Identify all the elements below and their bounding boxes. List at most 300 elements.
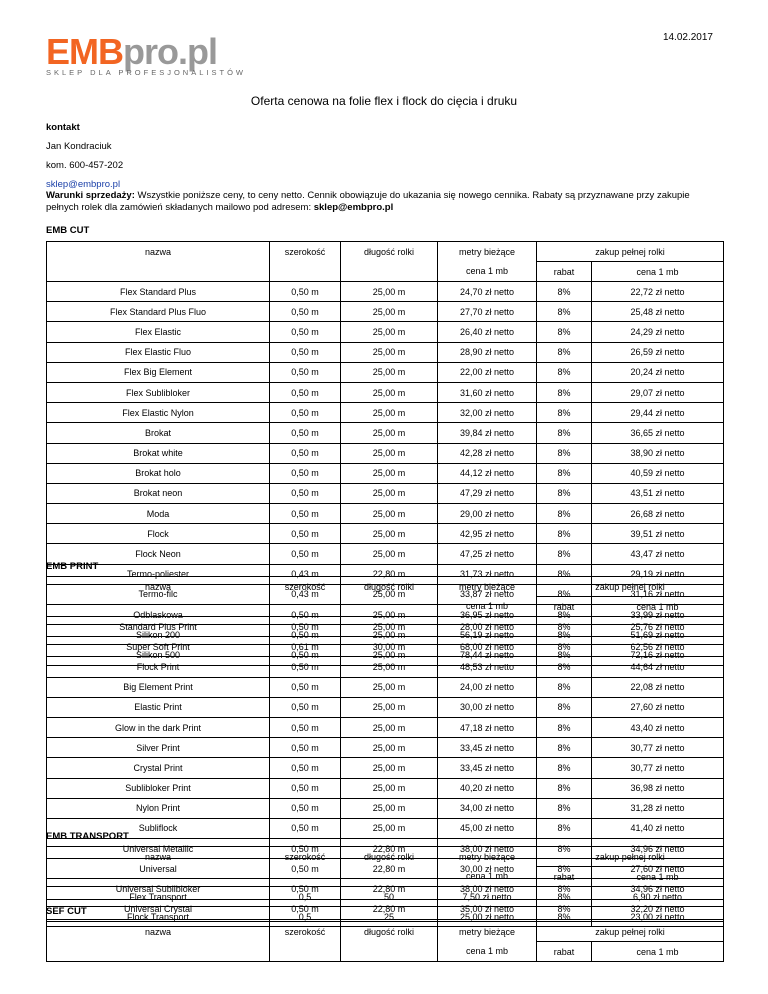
cell-discount: 8%	[537, 907, 592, 927]
header-nazwa: nazwa	[47, 922, 270, 942]
cell-price: 47,29 zł netto	[438, 483, 537, 503]
header-nazwa: nazwa	[47, 577, 270, 597]
cell-name: Silikon 200	[47, 625, 270, 645]
cell-price: 39,84 zł netto	[438, 423, 537, 443]
table-row	[47, 342, 724, 362]
subheader-empty	[47, 942, 270, 962]
cell-length: 25	[341, 907, 438, 927]
subheader-cena: cena 1 mb	[438, 597, 537, 617]
cell-length: 25,00 m	[341, 302, 438, 322]
cell-roll-price: 20,24 zł netto	[592, 362, 724, 382]
cell-price: 33,45 zł netto	[438, 738, 537, 758]
subheader-row	[47, 262, 724, 282]
cell-length: 25,00 m	[341, 584, 438, 604]
cell-roll-price: 51,69 zł netto	[592, 625, 724, 645]
cell-price: 28,90 zł netto	[438, 342, 537, 362]
header-zakup: zakup pełnej rolki	[537, 922, 724, 942]
cell-length: 22,80 m	[341, 839, 438, 859]
header-szerokosc: szerokość	[270, 847, 341, 867]
subheader-cena-roll: cena 1 mb	[592, 597, 724, 617]
cell-roll-price: 62,56 zł netto	[592, 637, 724, 657]
subheader-empty	[270, 942, 341, 962]
cell-name: Flex Big Element	[47, 362, 270, 382]
cell-length: 25,00 m	[341, 403, 438, 423]
cell-discount: 8%	[537, 697, 592, 717]
subheader-cena: cena 1 mb	[438, 867, 537, 887]
cell-width: 0,50 m	[270, 859, 341, 879]
cell-length: 25,00 m	[341, 617, 438, 637]
table-row	[47, 443, 724, 463]
header-szerokosc: szerokość	[270, 242, 341, 262]
cell-length: 25,00 m	[341, 738, 438, 758]
cell-length: 22,80 m	[341, 879, 438, 899]
cell-roll-price: 25,48 zł netto	[592, 302, 724, 322]
header-metry: metry bieżące	[438, 577, 537, 597]
cell-length: 25,00 m	[341, 282, 438, 302]
cell-price: 40,20 zł netto	[438, 778, 537, 798]
header-nazwa: nazwa	[47, 242, 270, 262]
cell-roll-price: 34,96 zł netto	[592, 839, 724, 859]
header-szerokosc: szerokość	[270, 577, 341, 597]
table-row	[47, 657, 724, 677]
cell-price: 47,25 zł netto	[438, 544, 537, 564]
cell-price: 7,50 zł netto	[438, 887, 537, 907]
cell-roll-price: 25,76 zł netto	[592, 617, 724, 637]
table-row	[47, 677, 724, 697]
cell-discount: 8%	[537, 645, 592, 665]
cell-discount: 8%	[537, 443, 592, 463]
terms-label: Warunki sprzedaży:	[46, 190, 135, 201]
cell-width: 0,50 m	[270, 677, 341, 697]
header-metry: metry bieżące	[438, 847, 537, 867]
cell-roll-price: 29,07 zł netto	[592, 382, 724, 402]
cell-length: 25,00 m	[341, 504, 438, 524]
cell-discount: 8%	[537, 544, 592, 564]
cell-price: 33,87 zł netto	[438, 584, 537, 604]
cell-discount: 8%	[537, 818, 592, 838]
cell-width: 0,50 m	[270, 382, 341, 402]
header-zakup: zakup pełnej rolki	[537, 242, 724, 262]
subheader-rabat: rabat	[537, 262, 592, 282]
cell-length: 22,80 m	[341, 564, 438, 584]
cell-name: Flock	[47, 524, 270, 544]
cell-name: Universal Crystal	[47, 899, 270, 919]
cell-discount: 8%	[537, 859, 592, 879]
cell-name: Flex Transport	[47, 887, 270, 907]
subheader-cena: cena 1 mb	[438, 942, 537, 962]
cell-length: 25,00 m	[341, 483, 438, 503]
contact-heading: kontakt	[46, 122, 80, 133]
header-dlugosc: długość rolki	[341, 242, 438, 262]
cell-length: 25,00 m	[341, 382, 438, 402]
cell-length: 25,00 m	[341, 697, 438, 717]
cell-width: 0,50 m	[270, 617, 341, 637]
cell-discount: 8%	[537, 362, 592, 382]
cell-price: 42,95 zł netto	[438, 524, 537, 544]
cell-length: 25,00 m	[341, 657, 438, 677]
cell-price: 56,19 zł netto	[438, 625, 537, 645]
cell-width: 0,5	[270, 907, 341, 927]
cell-length: 25,00 m	[341, 798, 438, 818]
cell-width: 0,50 m	[270, 625, 341, 645]
cell-length: 25,00 m	[341, 423, 438, 443]
cell-discount: 8%	[537, 899, 592, 919]
cell-name: Flex Standard Plus	[47, 282, 270, 302]
subheader-rabat: rabat	[537, 867, 592, 887]
cell-length: 25,00 m	[341, 362, 438, 382]
cell-roll-price: 44,64 zł netto	[592, 657, 724, 677]
cell-discount: 8%	[537, 625, 592, 645]
cell-name: Big Element Print	[47, 677, 270, 697]
cell-length: 22,80 m	[341, 859, 438, 879]
header-dlugosc: długość rolki	[341, 922, 438, 942]
cell-discount: 8%	[537, 564, 592, 584]
table-row	[47, 738, 724, 758]
cell-name: Odblaskowa	[47, 605, 270, 625]
cell-roll-price: 31,28 zł netto	[592, 798, 724, 818]
cell-name: Flex Elastic Fluo	[47, 342, 270, 362]
cell-price: 31,73 zł netto	[438, 564, 537, 584]
cell-price: 47,18 zł netto	[438, 717, 537, 737]
cell-roll-price: 72,16 zł netto	[592, 645, 724, 665]
cell-price: 31,60 zł netto	[438, 382, 537, 402]
header-row	[47, 847, 724, 867]
cell-price: 38,00 zł netto	[438, 839, 537, 859]
cell-width: 0,50 m	[270, 657, 341, 677]
cell-roll-price: 26,68 zł netto	[592, 504, 724, 524]
cell-width: 0,50 m	[270, 818, 341, 838]
cell-width: 0,5	[270, 887, 341, 907]
subheader-empty	[341, 867, 438, 887]
cell-roll-price: 34,96 zł netto	[592, 879, 724, 899]
cell-discount: 8%	[537, 382, 592, 402]
cell-name: Subliflock	[47, 818, 270, 838]
cell-price: 38,00 zł netto	[438, 879, 537, 899]
header-metry: metry bieżące	[438, 242, 537, 262]
cell-length: 25,00 m	[341, 778, 438, 798]
subheader-empty	[341, 597, 438, 617]
cell-width: 0,50 m	[270, 282, 341, 302]
subheader-cena-roll: cena 1 mb	[592, 942, 724, 962]
cell-discount: 8%	[537, 403, 592, 423]
cell-length: 25,00 m	[341, 625, 438, 645]
subheader-empty	[270, 597, 341, 617]
table-row	[47, 617, 724, 637]
cell-length: 25,00 m	[341, 544, 438, 564]
cell-width: 0,50 m	[270, 738, 341, 758]
cell-width: 0,50 m	[270, 758, 341, 778]
cell-price: 24,70 zł netto	[438, 282, 537, 302]
table-row	[47, 524, 724, 544]
subheader-empty	[341, 942, 438, 962]
header-row	[47, 577, 724, 597]
cell-roll-price: 36,65 zł netto	[592, 423, 724, 443]
cell-discount: 8%	[537, 423, 592, 443]
price-table	[46, 921, 724, 962]
cell-width: 0,50 m	[270, 463, 341, 483]
cell-price: 68,00 zł netto	[438, 637, 537, 657]
cell-discount: 8%	[537, 637, 592, 657]
table-row	[47, 483, 724, 503]
cell-discount: 8%	[537, 657, 592, 677]
cell-discount: 8%	[537, 302, 592, 322]
page-title: Oferta cenowa na folie flex i flock do cięcia i druku	[250, 94, 518, 108]
cell-discount: 8%	[537, 463, 592, 483]
cell-roll-price: 31,16 zł netto	[592, 584, 724, 604]
table-row	[47, 504, 724, 524]
cell-name: Standard Plus Print	[47, 617, 270, 637]
cell-price: 48,53 zł netto	[438, 657, 537, 677]
cell-name: Universal Metallic	[47, 839, 270, 859]
cell-name: Elastic Print	[47, 697, 270, 717]
cell-length: 25,00 m	[341, 463, 438, 483]
subheader-row	[47, 597, 724, 617]
cell-price: 78,44 zł netto	[438, 645, 537, 665]
subheader-row	[47, 942, 724, 962]
cell-length: 50	[341, 887, 438, 907]
cell-length: 25,00 m	[341, 645, 438, 665]
cell-roll-price: 29,44 zł netto	[592, 403, 724, 423]
cell-name: Silver Print	[47, 738, 270, 758]
cell-width: 0,50 m	[270, 839, 341, 859]
logo-emb: EMB	[46, 31, 123, 72]
header-row	[47, 242, 724, 262]
table-row	[47, 717, 724, 737]
cell-name: Universal Sublibloker	[47, 879, 270, 899]
cell-discount: 8%	[537, 342, 592, 362]
cell-roll-price: 38,90 zł netto	[592, 443, 724, 463]
table-row	[47, 818, 724, 838]
cell-name: Flock Print	[47, 657, 270, 677]
cell-roll-price: 39,51 zł netto	[592, 524, 724, 544]
cell-price: 36,95 zł netto	[438, 605, 537, 625]
cell-name: Nylon Print	[47, 798, 270, 818]
subheader-empty	[270, 262, 341, 282]
subheader-empty	[47, 867, 270, 887]
cell-roll-price: 23,00 zł netto	[592, 907, 724, 927]
subheader-rabat: rabat	[537, 942, 592, 962]
cell-length: 22,80 m	[341, 899, 438, 919]
cell-discount: 8%	[537, 584, 592, 604]
section-title: EMB CUT	[46, 225, 90, 236]
cell-name: Sublibloker Print	[47, 778, 270, 798]
cell-name: Crystal Print	[47, 758, 270, 778]
cell-width: 0,50 m	[270, 605, 341, 625]
header-dlugosc: długość rolki	[341, 847, 438, 867]
cell-name: Flock Neon	[47, 544, 270, 564]
cell-discount: 8%	[537, 839, 592, 859]
cell-discount: 8%	[537, 524, 592, 544]
cell-roll-price: 32,20 zł netto	[592, 899, 724, 919]
table-row	[47, 463, 724, 483]
cell-price: 22,00 zł netto	[438, 362, 537, 382]
cell-discount: 8%	[537, 483, 592, 503]
cell-width: 0,50 m	[270, 322, 341, 342]
cell-name: Flex Elastic	[47, 322, 270, 342]
cell-width: 0,43 m	[270, 584, 341, 604]
cell-length: 25,00 m	[341, 818, 438, 838]
cell-name: Flex Elastic Nylon	[47, 403, 270, 423]
table-row	[47, 637, 724, 657]
cell-length: 25,00 m	[341, 605, 438, 625]
contact-phone: kom. 600-457-202	[46, 160, 124, 171]
table-row	[47, 697, 724, 717]
cell-discount: 8%	[537, 322, 592, 342]
subheader-rabat: rabat	[537, 597, 592, 617]
header-metry: metry bieżące	[438, 922, 537, 942]
logo-pro: pro.pl	[123, 31, 217, 72]
cell-length: 25,00 m	[341, 677, 438, 697]
cell-name: Moda	[47, 504, 270, 524]
header-nazwa: nazwa	[47, 847, 270, 867]
cell-price: 24,00 zł netto	[438, 677, 537, 697]
cell-name: Brokat white	[47, 443, 270, 463]
cell-width: 0,50 m	[270, 524, 341, 544]
table-row	[47, 544, 724, 564]
header-zakup: zakup pełnej rolki	[537, 847, 724, 867]
cell-width: 0,50 m	[270, 403, 341, 423]
header-dlugosc: długość rolki	[341, 577, 438, 597]
subheader-cena-roll: cena 1 mb	[592, 262, 724, 282]
table-row	[47, 282, 724, 302]
cell-price: 42,28 zł netto	[438, 443, 537, 463]
cell-width: 0,50 m	[270, 483, 341, 503]
cell-length: 25,00 m	[341, 342, 438, 362]
header-row	[47, 922, 724, 942]
cell-length: 25,00 m	[341, 717, 438, 737]
cell-name: Glow in the dark Print	[47, 717, 270, 737]
cell-name: Super Soft Print	[47, 637, 270, 657]
cell-roll-price: 29,19 zł netto	[592, 564, 724, 584]
cell-roll-price: 30,77 zł netto	[592, 758, 724, 778]
table-row	[47, 302, 724, 322]
cell-length: 30,00 m	[341, 637, 438, 657]
cell-roll-price: 22,08 zł netto	[592, 677, 724, 697]
cell-roll-price: 43,51 zł netto	[592, 483, 724, 503]
cell-name: Silikon 500	[47, 645, 270, 665]
cell-width: 0,50 m	[270, 302, 341, 322]
table-row	[47, 362, 724, 382]
subheader-row	[47, 867, 724, 887]
cell-name: Termo-poliester	[47, 564, 270, 584]
cell-price: 27,70 zł netto	[438, 302, 537, 322]
cell-width: 0,61 m	[270, 637, 341, 657]
cell-discount: 8%	[537, 617, 592, 637]
cell-width: 0,50 m	[270, 504, 341, 524]
contact-name: Jan Kondraciuk	[46, 141, 112, 152]
cell-discount: 8%	[537, 282, 592, 302]
cell-length: 25,00 m	[341, 524, 438, 544]
cell-price: 25,00 zł netto	[438, 907, 537, 927]
cell-name: Termo-filc	[47, 584, 270, 604]
table-row	[47, 778, 724, 798]
cell-price: 34,00 zł netto	[438, 798, 537, 818]
cell-price: 44,12 zł netto	[438, 463, 537, 483]
table-row	[47, 887, 724, 907]
logo-tagline: SKLEP DLA PROFESJONALISTÓW	[46, 68, 246, 77]
header-zakup: zakup pełnej rolki	[537, 577, 724, 597]
cell-width: 0,50 m	[270, 342, 341, 362]
table-row	[47, 322, 724, 342]
table-row	[47, 382, 724, 402]
cell-roll-price: 43,40 zł netto	[592, 717, 724, 737]
cell-price: 29,00 zł netto	[438, 504, 537, 524]
cell-roll-price: 30,77 zł netto	[592, 738, 724, 758]
cell-roll-price: 33,99 zł netto	[592, 605, 724, 625]
price-table	[46, 846, 724, 927]
cell-discount: 8%	[537, 605, 592, 625]
cell-name: Universal	[47, 859, 270, 879]
cell-width: 0,50 m	[270, 798, 341, 818]
cell-price: 33,45 zł netto	[438, 758, 537, 778]
cell-length: 25,00 m	[341, 322, 438, 342]
cell-discount: 8%	[537, 879, 592, 899]
cell-width: 0,50 m	[270, 717, 341, 737]
contact-block	[46, 118, 123, 194]
cell-discount: 8%	[537, 778, 592, 798]
subheader-cena-roll: cena 1 mb	[592, 867, 724, 887]
cell-roll-price: 27,60 zł netto	[592, 697, 724, 717]
cell-width: 0,43 m	[270, 564, 341, 584]
cell-discount: 8%	[537, 758, 592, 778]
cell-roll-price: 36,98 zł netto	[592, 778, 724, 798]
cell-width: 0,50 m	[270, 697, 341, 717]
cell-width: 0,50 m	[270, 443, 341, 463]
cell-roll-price: 43,47 zł netto	[592, 544, 724, 564]
subheader-empty	[47, 597, 270, 617]
cell-price: 35,00 zł netto	[438, 899, 537, 919]
section-title: SEF CUT	[46, 906, 87, 917]
cell-width: 0,50 m	[270, 899, 341, 919]
cell-width: 0,50 m	[270, 778, 341, 798]
cell-name: Flex Standard Plus Fluo	[47, 302, 270, 322]
cell-roll-price: 24,29 zł netto	[592, 322, 724, 342]
cell-name: Brokat holo	[47, 463, 270, 483]
subheader-cena: cena 1 mb	[438, 262, 537, 282]
cell-roll-price: 27,60 zł netto	[592, 859, 724, 879]
cell-roll-price: 26,59 zł netto	[592, 342, 724, 362]
cell-discount: 8%	[537, 504, 592, 524]
cell-price: 28,00 zł netto	[438, 617, 537, 637]
cell-name: Brokat neon	[47, 483, 270, 503]
subheader-empty	[270, 867, 341, 887]
cell-roll-price: 22,72 zł netto	[592, 282, 724, 302]
subheader-empty	[341, 262, 438, 282]
cell-discount: 8%	[537, 738, 592, 758]
contact-email-link[interactable]: sklep@embpro.pl	[46, 179, 121, 190]
cell-width: 0,50 m	[270, 362, 341, 382]
cell-discount: 8%	[537, 677, 592, 697]
table-row	[47, 758, 724, 778]
cell-roll-price: 41,40 zł netto	[592, 818, 724, 838]
cell-width: 0,50 m	[270, 544, 341, 564]
cell-roll-price: 6,90 zł netto	[592, 887, 724, 907]
cell-price: 26,40 zł netto	[438, 322, 537, 342]
cell-width: 0,50 m	[270, 645, 341, 665]
embpro-logo	[46, 31, 246, 77]
cell-name: Flock Transport	[47, 907, 270, 927]
subheader-empty	[47, 262, 270, 282]
table-row	[47, 798, 724, 818]
cell-price: 45,00 zł netto	[438, 818, 537, 838]
sales-terms	[46, 190, 724, 214]
cell-price: 30,00 zł netto	[438, 697, 537, 717]
cell-discount: 8%	[537, 887, 592, 907]
terms-text: Wszystkie poniższe ceny, to ceny netto. Cennik obowiązuje do ukazania się nowego cennika. Rabaty są przyznawane przy zakupie pełnych rolek dla zamówień składanych mailowo pod adresem:	[46, 190, 690, 213]
section-title: EMB PRINT	[46, 561, 99, 572]
header-szerokosc: szerokość	[270, 922, 341, 942]
terms-email[interactable]: sklep@embpro.pl	[313, 202, 394, 213]
